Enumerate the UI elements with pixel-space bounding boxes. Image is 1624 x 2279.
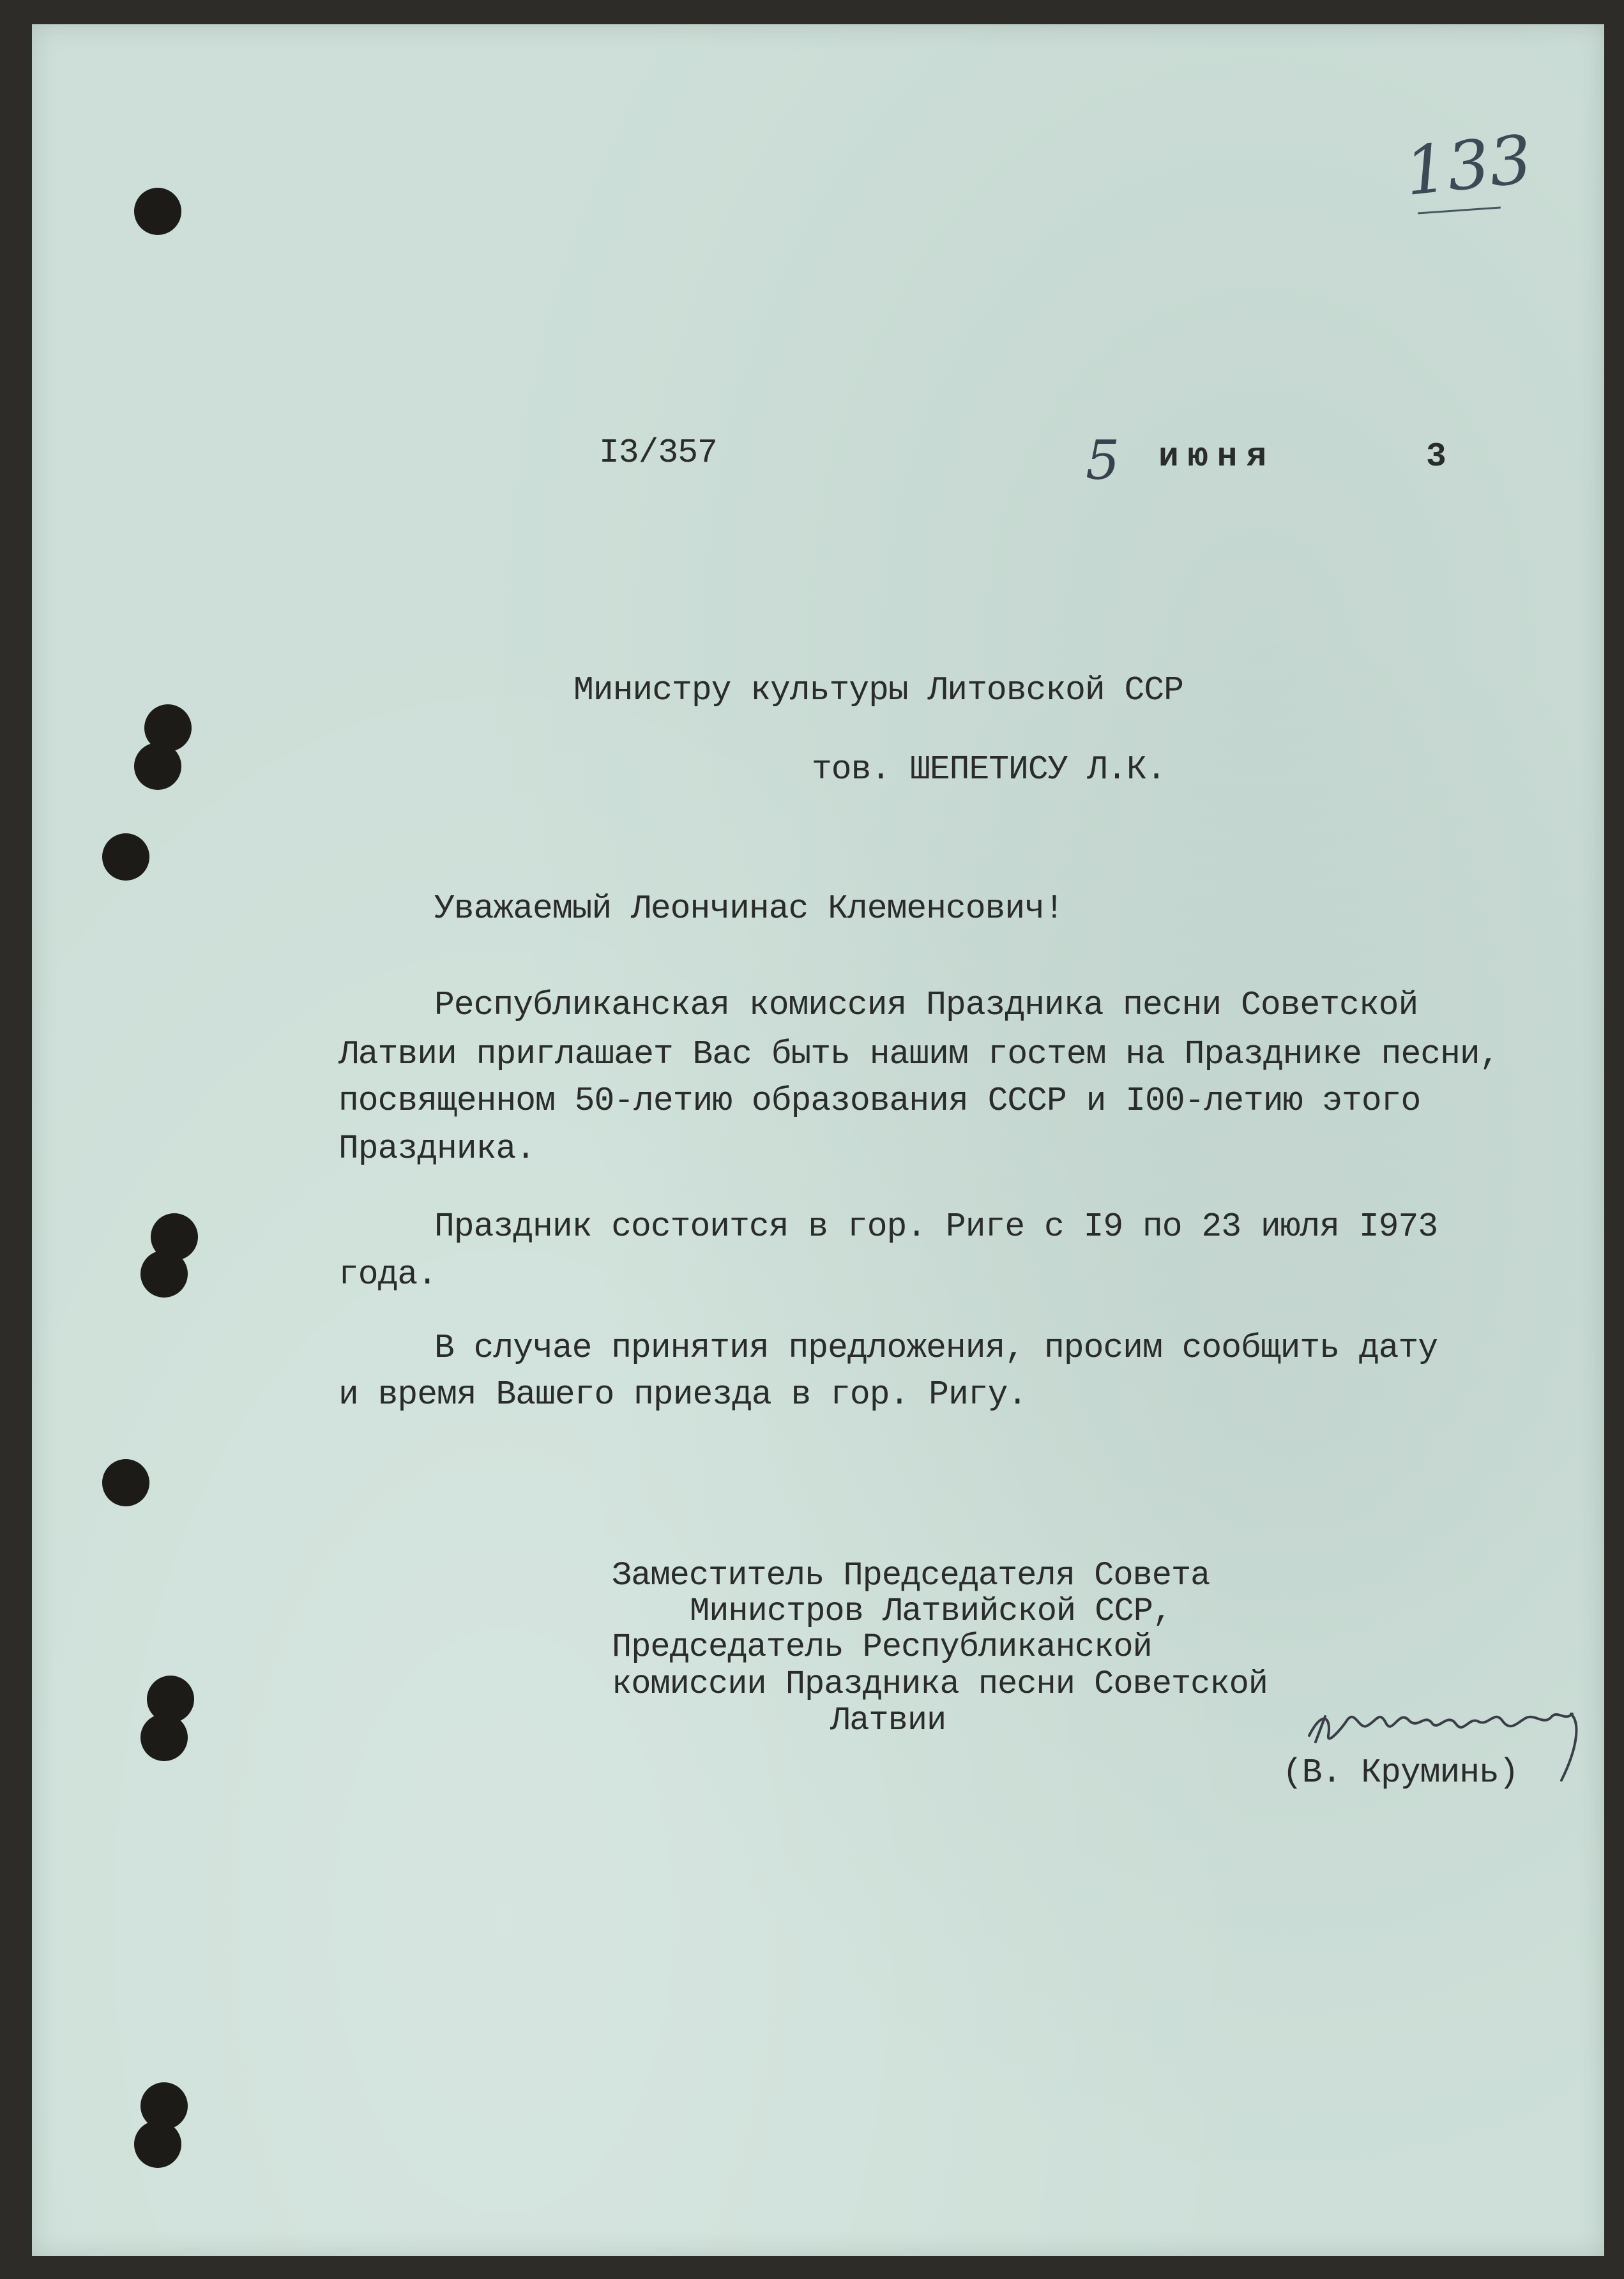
signature-title-line-3: Председатель Республиканской — [612, 1628, 1152, 1666]
paragraph-3-line-2: и время Вашего приезда в гор. Ригу. — [338, 1375, 1028, 1414]
addressee-line-2: тов. ШЕПЕТИСУ Л.К. — [812, 750, 1166, 789]
paragraph-1-line-1: Республиканская комиссия Праздника песни Советской — [434, 986, 1418, 1024]
paragraph-1-line-2: Латвии приглашает Вас быть нашим гостем на Празднике песни, — [338, 1035, 1499, 1073]
paper-sheet — [32, 24, 1604, 2256]
punch-hole — [102, 1459, 149, 1506]
punch-hole — [134, 2121, 181, 2168]
punch-hole — [134, 743, 181, 790]
paragraph-2-line-2: года. — [338, 1255, 437, 1294]
punch-hole — [102, 833, 149, 881]
signature-title-line-2: Министров Латвийской ССР, — [690, 1593, 1172, 1630]
paragraph-1-line-4: Праздника. — [338, 1130, 536, 1168]
archive-page-number: 133 — [1401, 119, 1536, 211]
date-day-handwritten: 5 — [1086, 429, 1120, 492]
signature-title-line-4: комиссии Праздника песни Советской — [612, 1665, 1268, 1703]
paragraph-2-line-1: Праздник состоится в гор. Риге с I9 по 23 июля I973 — [434, 1208, 1438, 1246]
signer-name: (В. Круминь) — [1282, 1753, 1519, 1792]
signature-title-line-5: Латвии — [830, 1702, 946, 1739]
punch-hole — [134, 188, 181, 235]
signature-title-line-1: Заместитель Председателя Совета — [612, 1557, 1210, 1594]
date-year-digit: 3 — [1426, 437, 1446, 476]
addressee-line-1: Министру культуры Литовской ССР — [573, 671, 1183, 709]
date-month: июня — [1158, 437, 1276, 476]
punch-hole — [140, 1250, 188, 1298]
paragraph-3-line-1: В случае принятия предложения, просим сообщить дату — [434, 1329, 1438, 1367]
punch-hole — [140, 1714, 188, 1761]
reference-number: I3/357 — [599, 434, 717, 472]
salutation: Уважаемый Леончинас Клеменсович! — [434, 890, 1064, 928]
paragraph-1-line-3: посвященном 50-летию образования СССР и I00-летию этого — [338, 1082, 1421, 1120]
